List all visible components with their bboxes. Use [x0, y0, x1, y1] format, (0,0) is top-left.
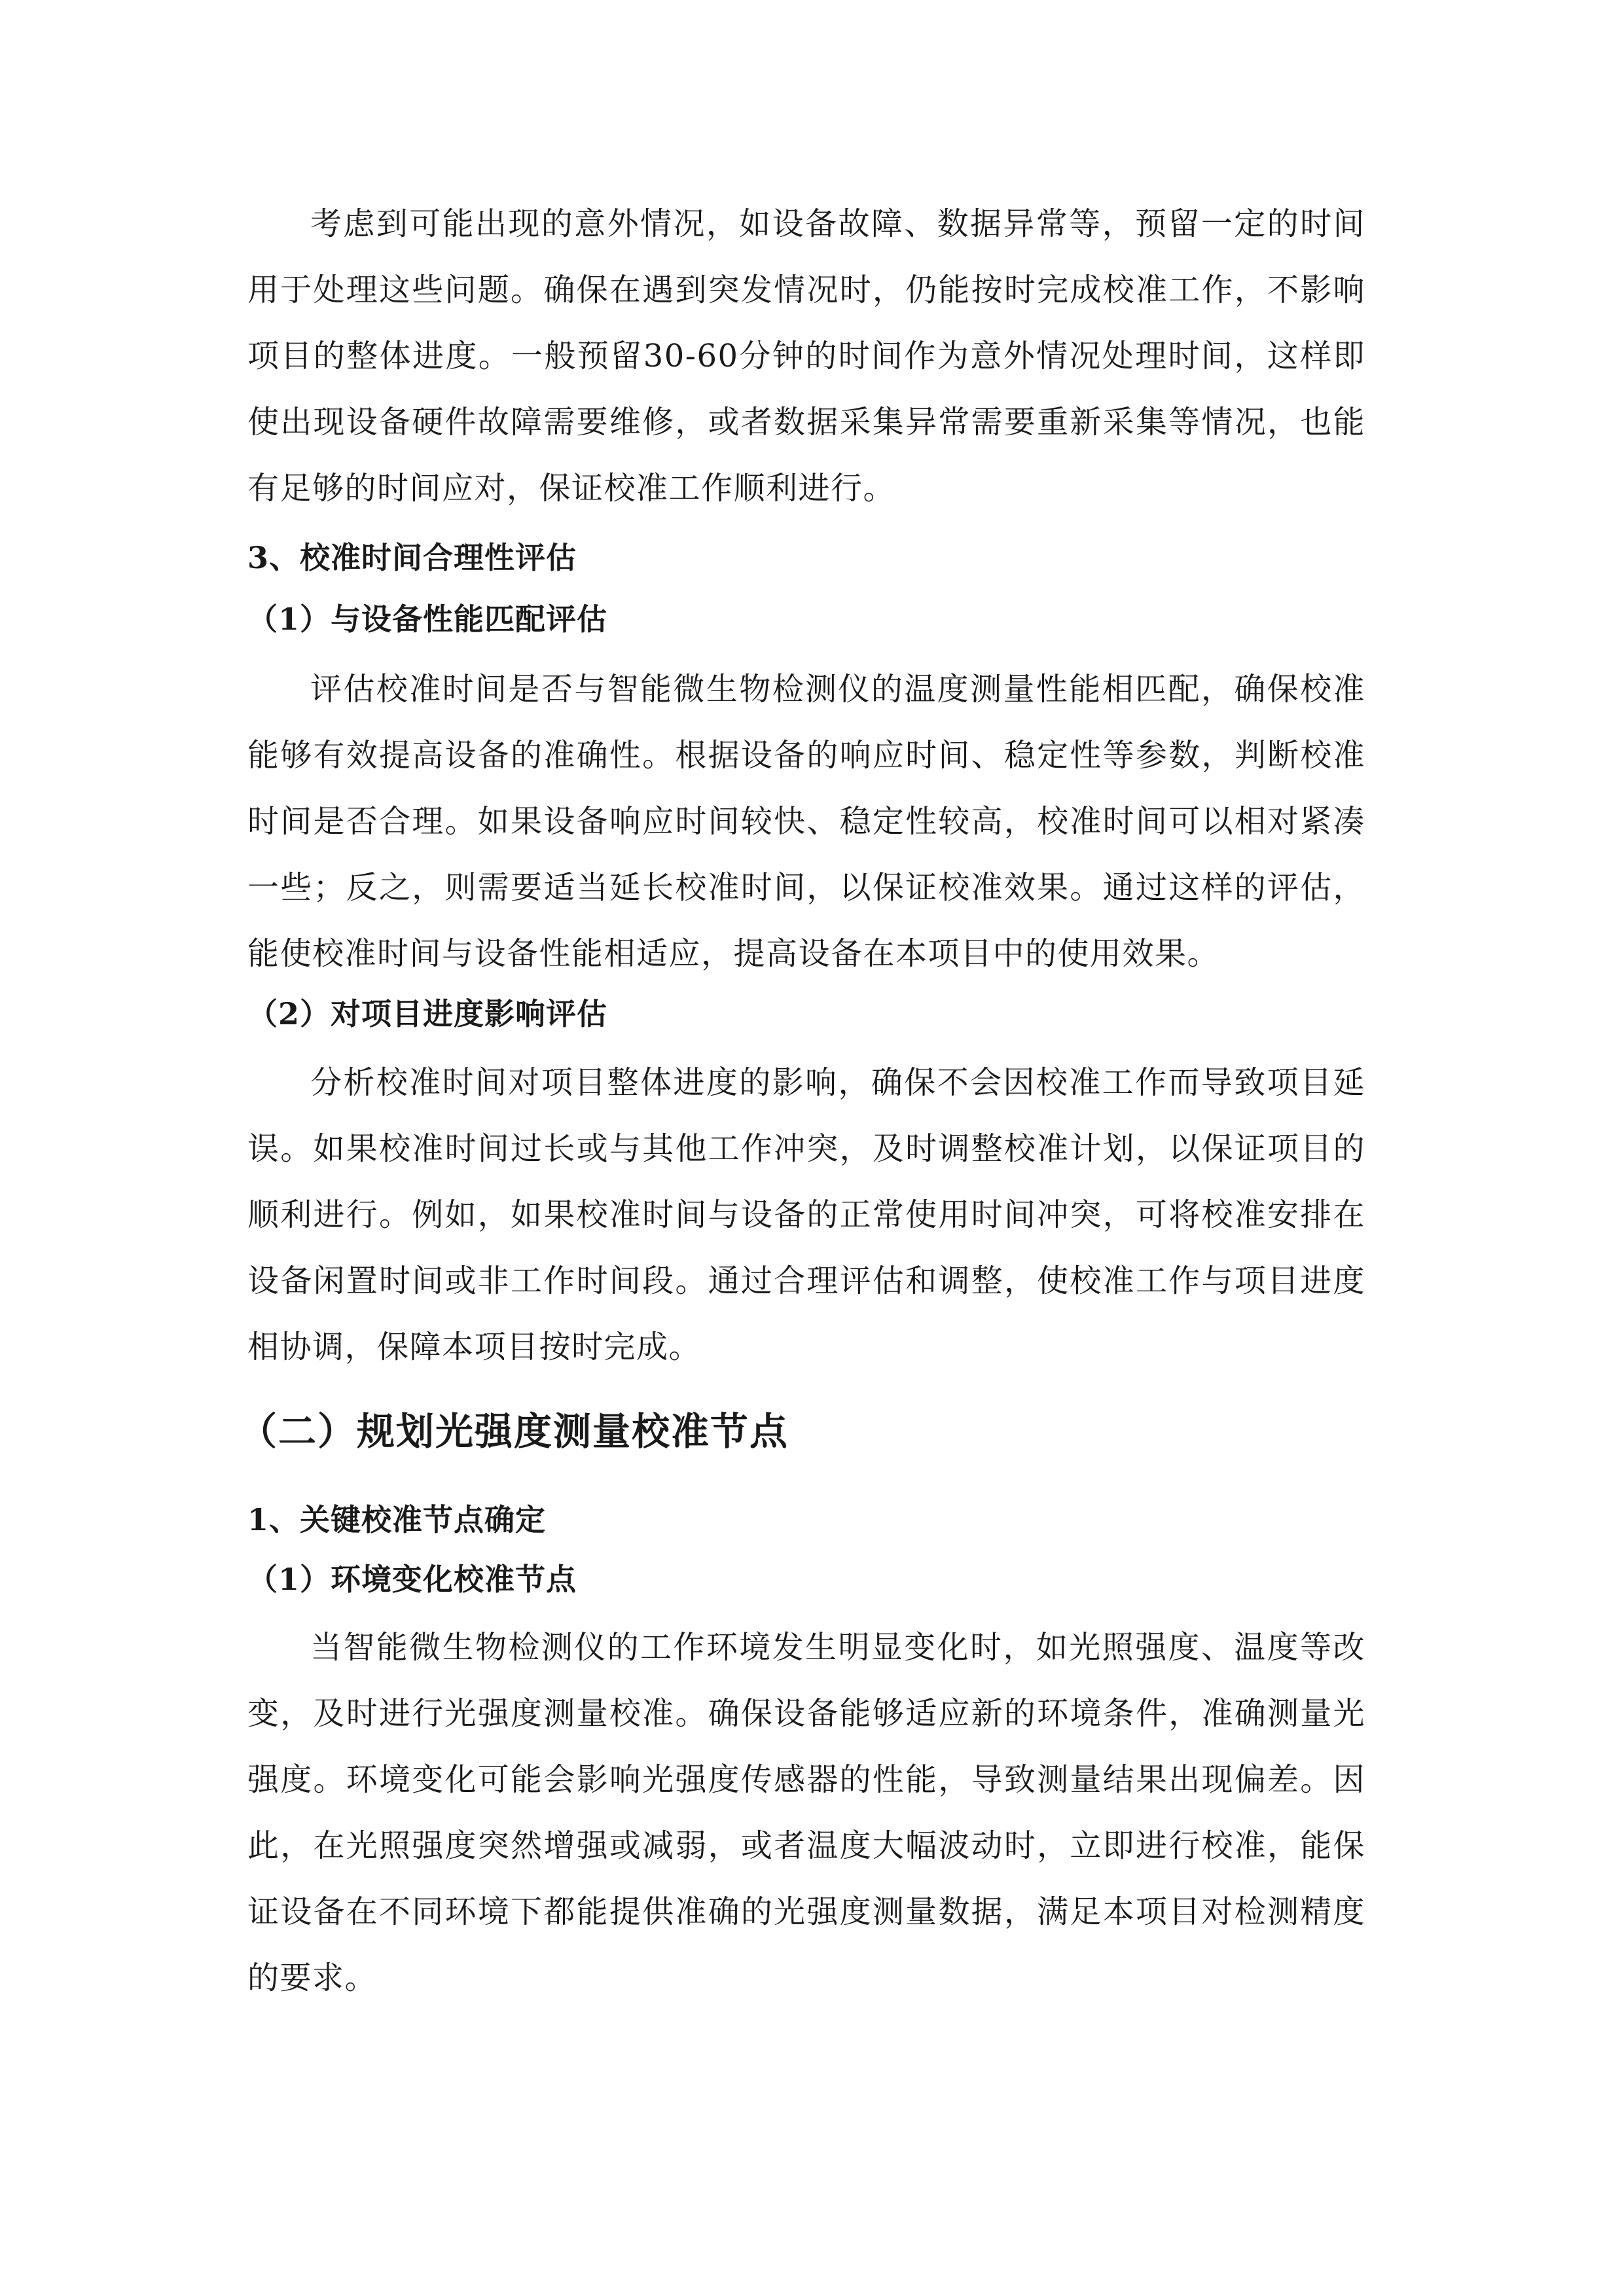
body-paragraph-environment-change: 当智能微生物检测仪的工作环境发生明显变化时，如光照强度、温度等改变，及时进行光强度测量校准。确保设备能够适应新的环境条件，准确测量光强度。环境变化可能会影响光强度传感器的性能，导致测量结果出现偏差。因此，在光照强度突然增强或减弱，或者温度大幅波动时，立即进行校准，能保证设备在不同环境下都能提供准确的光强度测量数据，满足本项目对检测精度的要求。	[247, 1629, 1365, 1996]
subsection-heading-performance-match: （1）与设备性能匹配评估	[247, 601, 608, 637]
body-paragraph-schedule-impact: 分析校准时间对项目整体进度的影响，确保不会因校准工作而导致项目延误。如果校准时间过长或与其他工作冲突，及时调整校准计划，以保证项目的顺利进行。例如，如果校准时间与设备的正常使用时间冲突，可将校准安排在设备闲置时间或非工作时间段。通过合理评估和调整，使校准工作与项目进度相协调，保障本项目按时完成。	[247, 1064, 1365, 1365]
subsection-heading-schedule-impact: （2）对项目进度影响评估	[247, 996, 608, 1031]
body-paragraph-contingency-time: 考虑到可能出现的意外情况，如设备故障、数据异常等，预留一定的时间用于处理这些问题。确保在遇到突发情况时，仍能按时完成校准工作，不影响项目的整体进度。一般预留30-60分钟的时间作为意外情况处理时间，这样即使出现设备硬件故障需要维修，或者数据采集异常需要重新采集等情况，也能有足够的时间应对，保证校准工作顺利进行。	[247, 206, 1365, 507]
chapter-heading-light-calibration: （二）规划光强度测量校准节点	[239, 1409, 789, 1454]
subsection-heading-environment-change: （1）环境变化校准节点	[247, 1562, 577, 1597]
section-heading-time-evaluation: 3、校准时间合理性评估	[247, 540, 577, 575]
body-paragraph-performance-match: 评估校准时间是否与智能微生物检测仪的温度测量性能相匹配，确保校准能够有效提高设备的准确性。根据设备的响应时间、稳定性等参数，判断校准时间是否合理。如果设备响应时间较快、稳定性较高，校准时间可以相对紧凑一些；反之，则需要适当延长校准时间，以保证校准效果。通过这样的评估，能使校准时间与设备性能相适应，提高设备在本项目中的使用效果。	[247, 671, 1365, 972]
section-heading-key-nodes: 1、关键校准节点确定	[247, 1502, 547, 1537]
